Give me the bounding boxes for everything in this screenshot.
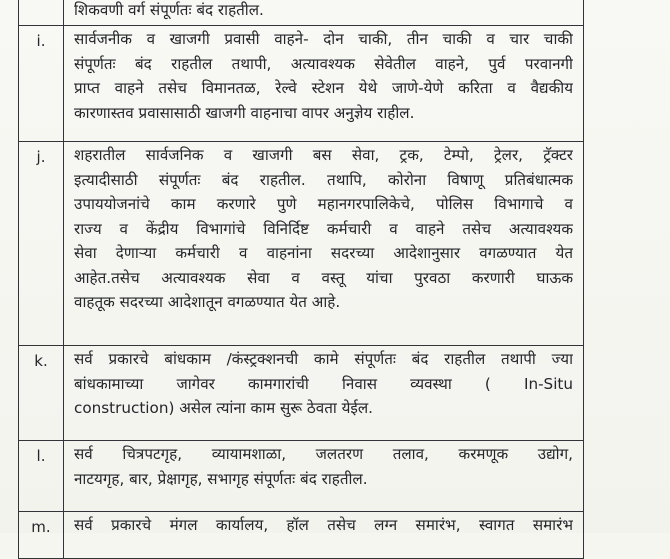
table-row [19,346,584,441]
row-index: k. [19,346,64,441]
text-line: शहरातील सार्वजनिक व खाजगी बस सेवा, ट्रक, टेम्पो, ट्रेलर, ट्रॅक्टर [74,146,573,164]
table-row [19,26,584,142]
text-line: राज्य व केंद्रीय विभागांचे विनिर्दिष्ट कर्मचारी व वाहने तसेच अत्यावश्यक [74,219,573,238]
row-text [64,346,584,441]
row-text [64,142,584,346]
row-text [64,0,584,26]
row-index: l. [19,441,64,512]
row-text [64,441,584,512]
row-index: j. [19,142,64,346]
text-line: प्राप्त वाहने तसेच विमानतळ, रेल्वे स्टेशन येथे जाणे-येणे करिता व वैद्यकीय [74,79,573,97]
text-line: construction) असेल त्यांना काम सुरू ठेवता येईल. [74,399,374,417]
text-line: नाटयगृह, बार, प्रेक्षागृह, सभागृह संपूर्णतः बंद राहतील. [74,469,368,488]
text-line: इत्यादीसाठी संपूर्णतः बंद राहतील. तथापि, कोरोना विषाणू प्रतिबंधात्मक [74,170,573,189]
table-row [19,441,584,512]
row-text [64,512,584,559]
text-line: उपाययोजनांचे काम करणारे पुणे महानगरपालिकेचे, पोलिस विभागाचे व [74,195,573,213]
text-line: आहेत.तसेच अत्यावश्यक सेवा व वस्तू यांचा पुरवठा करणारी घाऊक [74,268,573,287]
row-index [19,0,64,26]
table-row [19,0,584,26]
text-line: सार्वजनीक व खाजगी प्रवासी वाहने- दोन चाकी, तीन चाकी व चार चाकी [74,30,573,48]
restrictions-table [18,0,584,559]
text-line: सर्व चित्रपटगृह, व्यायामशाळा, जलतरण तलाव, करमणूक उद्योग, [74,445,573,463]
text-line: संपूर्णतः बंद राहतील तथापी, अत्यावश्यक सेवेतील वाहने, पुर्व परवानगी [74,54,573,73]
text-line: बांधकामाच्या जागेवर कामगारांची निवास व्यवस्था ( In-Situ [74,374,573,393]
text-line: सर्व प्रकारचे मंगल कार्यालय, हॉल तसेच लग्न समारंभ, स्वागत समारंभ [74,516,573,534]
row-text [64,26,584,142]
table-row [19,142,584,346]
text-line: शिकवणी वर्ग संपूर्णतः बंद राहतील. [74,1,264,19]
text-line: सेवा देणाऱ्या कर्मचारी व वाहनांना सदरच्या आदेशानुसार वगळण्यात येत [74,244,573,262]
row-index: i. [19,26,64,142]
text-line: कारणास्तव प्रवासासाठी खाजगी वाहनाचा वापर अनुज्ञेय राहील. [74,103,415,122]
text-line: सर्व प्रकारचे बांधकाम /कंस्ट्रक्शनची कामे संपूर्णतः बंद राहतील तथापी ज्या [74,350,573,368]
row-index: m. [19,512,64,559]
table-row [19,512,584,559]
text-line: वाहतूक सदरच्या आदेशातून वगळण्यात येत आहे. [74,293,341,311]
